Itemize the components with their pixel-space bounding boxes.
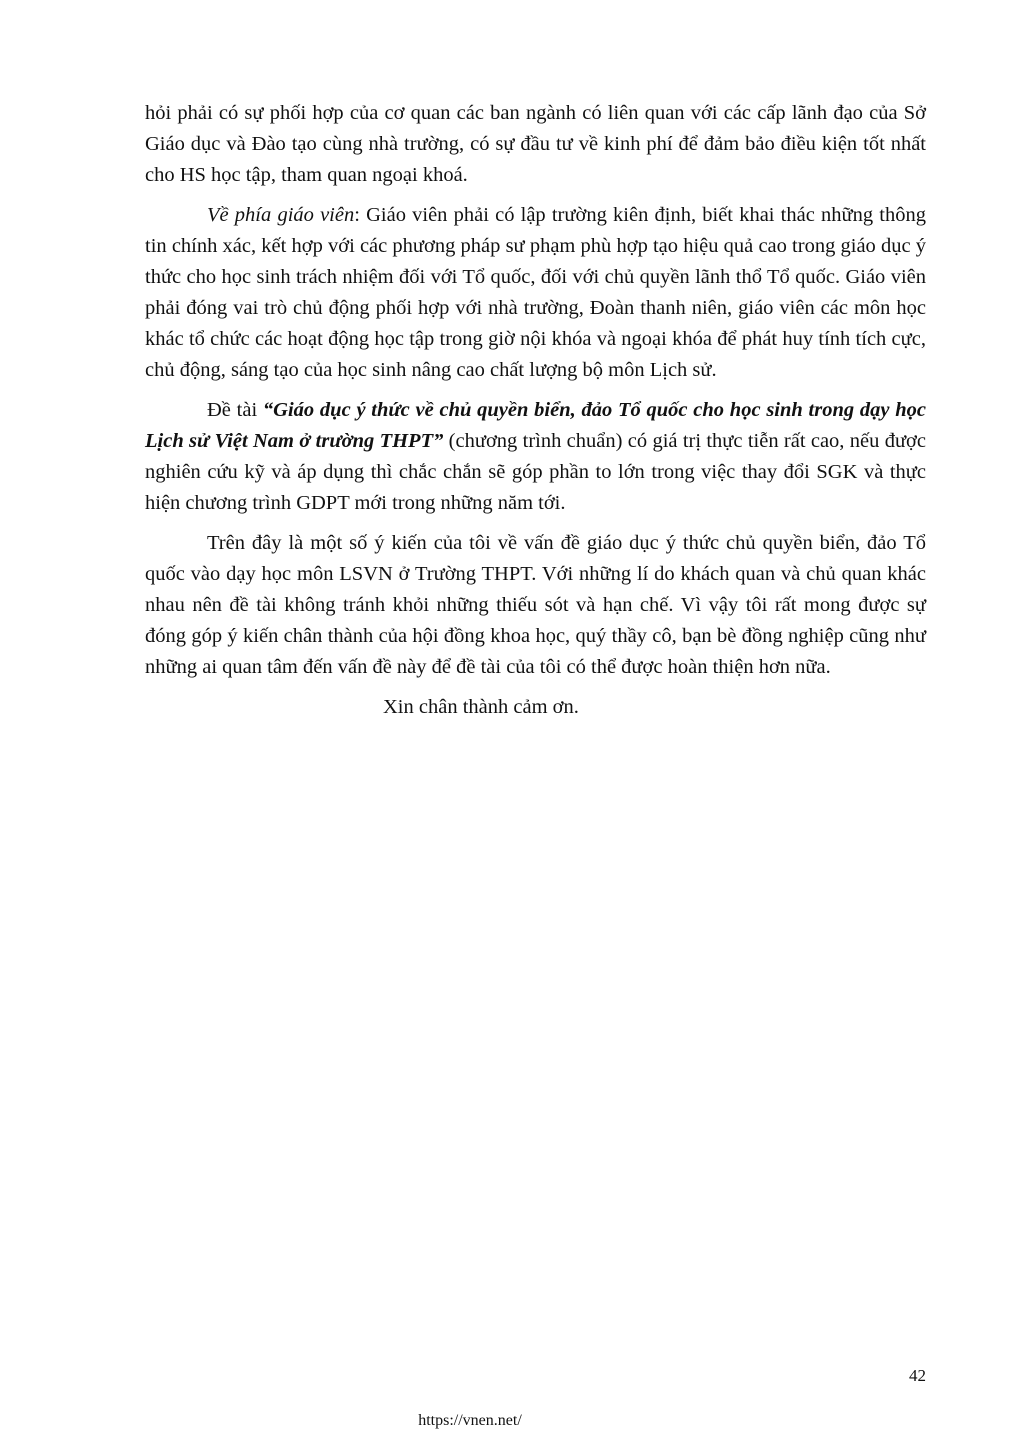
topic-title: “Giáo dục ý thức về chủ quyền biển, đảo Tổ quốc cho học sinh trong dạy học Lịch sử Việt Nam ở trường THPT” (145, 399, 926, 452)
paragraph-topic-value (145, 395, 926, 519)
teacher-role-lead: Về phía giáo viên (207, 204, 355, 226)
topic-value-text: (chương trình chuẩn) có giá trị thực tiễn rất cao, nếu được nghiên cứu kỹ và áp dụng thì chắc chắn sẽ góp phần to lớn trong việc thay đổi SGK và thực hiện chương trình GDPT mới trong những năm tới. (145, 430, 926, 514)
topic-prefix: Đề tài (207, 399, 263, 421)
closing-thanks: Xin chân thành cảm ơn. (383, 696, 579, 718)
paragraph-teacher-role (145, 200, 926, 386)
teacher-role-text: : Giáo viên phải có lập trường kiên định, biết khai thác những thông tin chính xác, kết hợp với các phương pháp sư phạm phù hợp tạo hiệu quả cao trong giáo dục ý thức cho học sinh trách nhiệm đối với Tổ quốc, đối với chủ quyền lãnh thổ Tổ quốc. Giáo viên phải đóng vai trò chủ động phối hợp với nhà trường, Đoàn thanh niên, giáo viên các môn học khác tổ chức các hoạt động học tập trong giờ nội khóa và ngoại khóa để phát huy tính tích cực, chủ động, sáng tạo của học sinh nâng cao chất lượng bộ môn Lịch sử. (145, 204, 926, 381)
page-number: 42 (909, 1366, 926, 1385)
footer-url: https://vnen.net/ (418, 1412, 522, 1429)
paragraph-funding-cooperation: hỏi phải có sự phối hợp của cơ quan các ban ngành có liên quan với các cấp lãnh đạo của Sở Giáo dục và Đào tạo cùng nhà trường, có sự đầu tư về kinh phí để đảm bảo điều kiện tốt nhất cho HS học tập, tham quan ngoại khoá. (145, 102, 926, 186)
paragraph-conclusion: Trên đây là một số ý kiến của tôi về vấn đề giáo dục ý thức chủ quyền biển, đảo Tổ quốc vào dạy học môn LSVN ở Trường THPT. Với những lí do khách quan và chủ quan khác nhau nên đề tài không tránh khỏi những thiếu sót và hạn chế. Vì vậy tôi rất mong được sự đóng góp ý kiến chân thành của hội đồng khoa học, quý thầy cô, bạn bè đồng nghiệp cũng như những ai quan tâm đến vấn đề này để đề tài của tôi có thể được hoàn thiện hơn nữa. (145, 532, 926, 678)
document-body (145, 98, 926, 723)
